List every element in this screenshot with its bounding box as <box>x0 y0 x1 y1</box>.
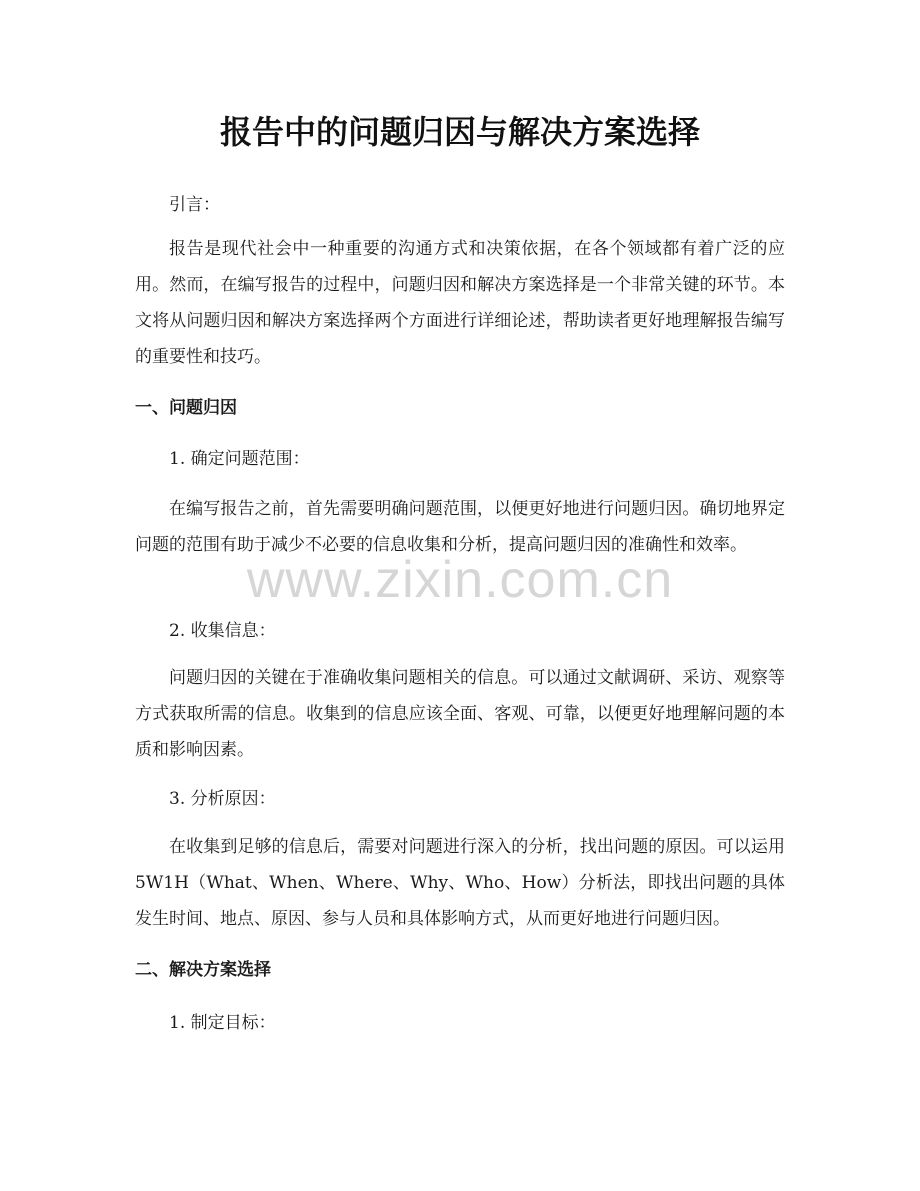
item-text-collect-info: 问题归因的关键在于准确收集问题相关的信息。可以通过文献调研、采访、观察等方式获取所需的信息。收集到的信息应该全面、客观、可靠，以便更好地理解问题的本质和影响因素。 <box>135 668 785 760</box>
section-heading-solution-selection: 二、解决方案选择 <box>135 960 271 980</box>
item-title-analyze-causes: 3. 分析原因： <box>169 789 276 809</box>
item-text-define-scope: 在编写报告之前，首先需要明确问题范围，以便更好地进行问题归因。确切地界定问题的范围有助于减少不必要的信息收集和分析，提高问题归因的准确性和效率。 <box>135 499 785 555</box>
section-heading-problem-attribution: 一、问题归因 <box>135 398 237 418</box>
watermark-text: www.zixin.com.cn <box>246 551 674 609</box>
item-title-set-goals: 1. 制定目标： <box>169 1013 276 1033</box>
item-text-analyze-causes: 在收集到足够的信息后，需要对问题进行深入的分析，找出问题的原因。可以运用 5W1H（What、When、Where、Why、Who、How）分析法，即找出问题的具体发生时间、地点、原因、参与人员和具体影响方式，从而更好地进行问题归因。 <box>135 837 785 929</box>
item-title-collect-info: 2. 收集信息： <box>169 621 276 641</box>
item-title-define-scope: 1. 确定问题范围： <box>169 449 310 469</box>
intro-label: 引言： <box>169 195 220 215</box>
document-title: 报告中的问题归因与解决方案选择 <box>219 113 700 151</box>
intro-paragraph: 报告是现代社会中一种重要的沟通方式和决策依据，在各个领域都有着广泛的应用。然而，在编写报告的过程中，问题归因和解决方案选择是一个非常关键的环节。本文将从问题归因和解决方案选择两个方面进行详细论述，帮助读者更好地理解报告编写的重要性和技巧。 <box>135 239 785 367</box>
